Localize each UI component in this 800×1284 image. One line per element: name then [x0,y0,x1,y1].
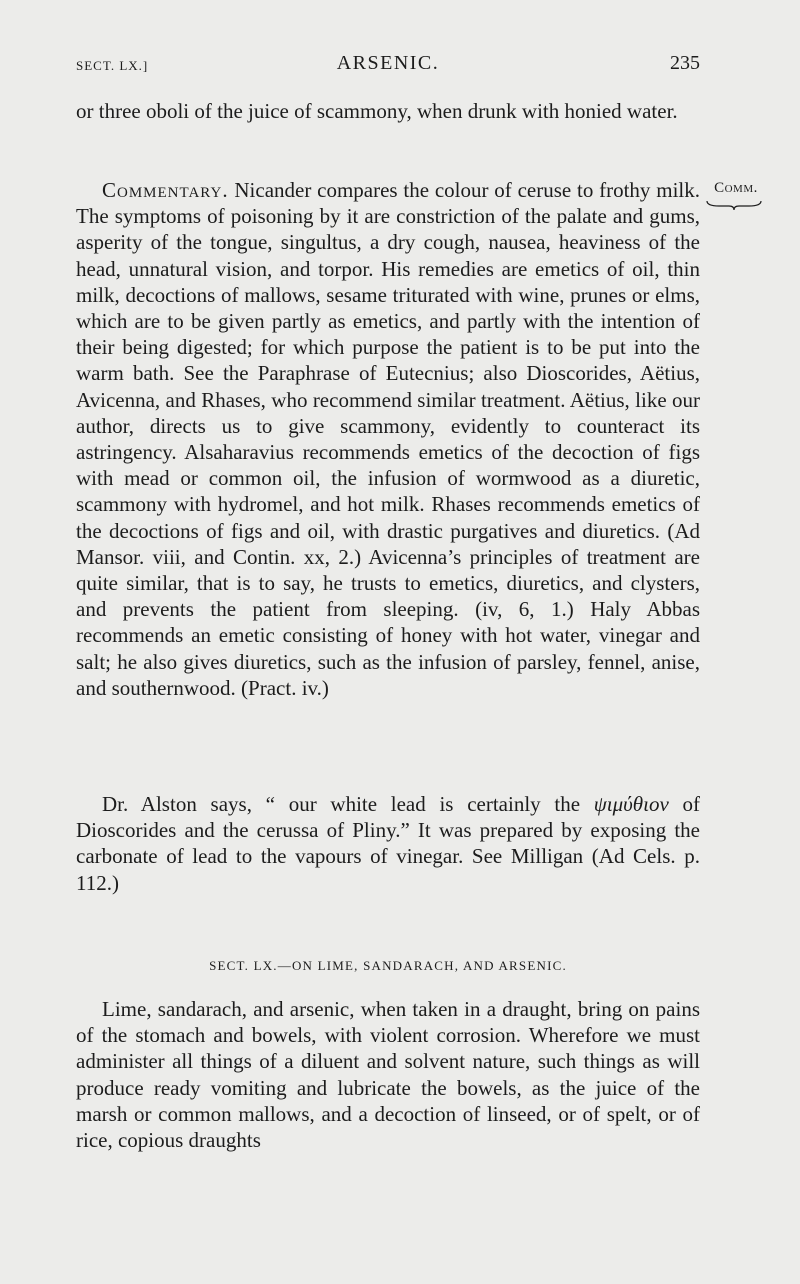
greek-term: ψιμύθιον [593,792,669,816]
brace-icon [705,199,763,211]
commentary-body: Nicander compares the colour of ceruse to frothy milk. The symptoms of poisoning by it are constriction of the palate and gums, asperity of the tongue, singultus, a dry cough, nausea, heaviness of the head, unnatural vision, and torpor. His remedies are emetics of oil, thin milk, decoctions of mallows, sesame triturated with wine, prunes or elms, which are to be given partly as emetics, and partly with the intention of their being digested; for which purpose the patient is to be put into the warm bath. See the Paraphrase of Eutecnius; also Dioscorides, Aëtius, Avicenna, and Rhases, who recommend similar treatment. Aëtius, like our author, directs us to give scammony, evidently to counteract its astringency. Alsaharavius recommends emetics of the decoction of figs with mead or common oil, the infusion of wormwood as a diuretic, scammony with hydromel, and hot milk. Rhases recommends emetics of the decoctions of figs and oil, with drastic purgatives and diuretics. (Ad Mansor. viii, and Contin. xx, 2.) Avicenna’s principles of treatment are quite similar, that is to say, he trusts to emetics, diuretics, and clysters, and prevents the patient from sleeping. (iv, 6, 1.) Haly Abbas recommends an emetic consisting of honey with hot water, vinegar and salt; he also gives diuretics, such as the infusion of parsley, fennel, anise, and southernwood. (Pract. iv.) [76,178,700,700]
section-heading-number: SECT. LX. [209,958,278,973]
running-head-section: SECT. LX.] [76,58,149,73]
lime-paragraph: Lime, sandarach, and arsenic, when taken in a draught, bring on pains of the stomach and bowels, with violent corrosion. Wherefore we must administer all things of a diluent and solvent nature, such things as will produce ready vomiting and lubricate the bowels, as the juice of the marsh or common mallows, and a decoction of linseed, or of spelt, or of rice, copious draughts [76,997,700,1153]
alston-paragraph [76,791,700,896]
margin-note [705,180,767,211]
alston-text-part2: of Dioscorides and the cerussa of Pliny.” It was prepared by exposing the carbonate of lead to the vapours of vinegar. See Milligan (Ad Cels. p. 112.) [76,792,700,895]
running-head [76,52,700,82]
section-heading-dash: — [277,958,292,973]
section-heading [76,958,700,974]
intro-paragraph: or three oboli of the juice of scammony, when drunk with honied water. [76,99,678,123]
commentary-lead: Commentary. [102,178,229,202]
alston-text-part1: Dr. Alston says, “ our white lead is certainly the [102,792,594,816]
margin-note-label: Comm. [714,180,758,196]
section-heading-title: ON LIME, SANDARACH, AND ARSENIC. [291,958,567,973]
running-head-title: ARSENIC. [336,52,440,74]
page-number: 235 [670,52,700,74]
commentary-paragraph [76,177,700,701]
